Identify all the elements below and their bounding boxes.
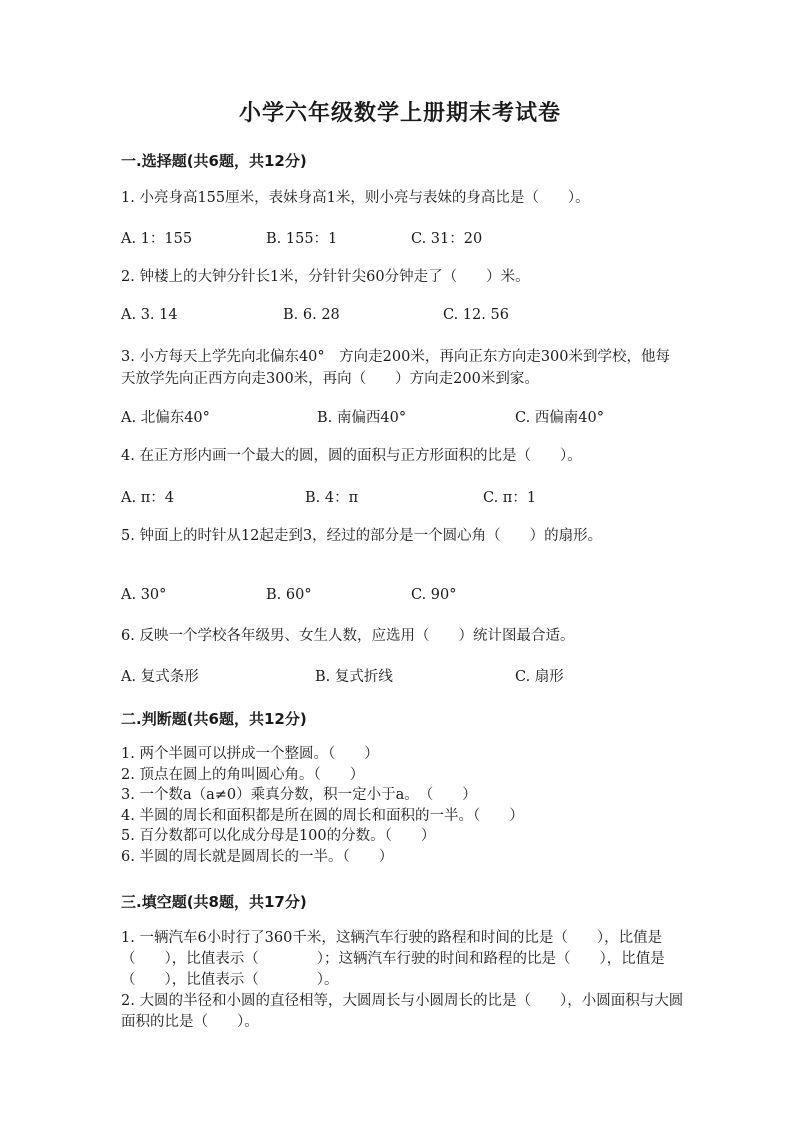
choice-question-1: 1. 小亮身高155厘米，表妹身高1米，则小亮与表妹的身高比是（ ）。 xyxy=(121,190,590,206)
option-c: C. π：1 xyxy=(483,490,537,506)
fill-item-1: 1. 一辆汽车6小时行了360千米，这辆汽车行驶的路程和时间的比是（ ），比值是（ ），比值表示（ ）；这辆汽车行驶的时间和路程的比是（ ），比值是（ ），比值表示（ ）。 xyxy=(121,930,665,988)
option-a: A. 30° xyxy=(121,587,167,603)
choice-question-3: 3. 小方每天上学先向北偏东40° 方向走200米，再向正东方向走300米到学校，他每天放学先向正西方向走300米，再向（ ）方向走200米到家。 xyxy=(121,349,670,387)
choice-options-6 xyxy=(121,665,681,687)
option-a: A. 1：155 xyxy=(121,231,193,247)
option-b: B. 南偏西40° xyxy=(317,410,407,426)
truefalse-item-6: 6. 半圆的周长就是圆周长的一半。（ ） xyxy=(121,848,394,865)
option-c: C. 31：20 xyxy=(411,231,483,247)
choice-options-1 xyxy=(121,227,681,249)
option-a: A. 复式条形 xyxy=(121,669,199,685)
option-b: B. 155：1 xyxy=(266,231,338,247)
choice-question-2: 2. 钟楼上的大钟分针长1米，分针针尖60分钟走了（ ）米。 xyxy=(121,269,530,285)
fill-list xyxy=(121,928,686,1033)
choice-options-4 xyxy=(121,486,681,508)
choice-options-5 xyxy=(121,587,681,609)
truefalse-item-1: 1. 两个半圆可以拼成一个整圆。（ ） xyxy=(121,746,379,762)
option-b: B. 6. 28 xyxy=(283,307,340,323)
choice-question-6: 6. 反映一个学校各年级男、女生人数，应选用（ ）统计图最合适。 xyxy=(121,628,575,644)
option-a: A. 3. 14 xyxy=(121,307,178,323)
truefalse-item-5: 5. 百分数都可以化成分母是100的分数。（ ） xyxy=(121,828,436,844)
truefalse-item-3: 3. 一个数a（a≠0）乘真分数，积一定小于a。 （ ） xyxy=(121,787,477,803)
truefalse-item-4: 4. 半圆的周长和面积都是所在圆的周长和面积的一半。（ ） xyxy=(121,807,524,824)
fill-item-2: 2. 大圆的半径和小圆的直径相等，大圆周长与小圆周长的比是（ ），小圆面积与大圆面积的比是（ ）。 xyxy=(121,993,684,1030)
truefalse-list xyxy=(121,744,681,867)
option-a: A. 北偏东40° xyxy=(121,410,210,426)
option-b: B. 60° xyxy=(266,587,312,603)
choice-question-5: 5. 钟面上的时针从12起走到3，经过的部分是一个圆心角（ ）的扇形。 xyxy=(121,528,603,544)
option-c: C. 90° xyxy=(411,587,457,603)
option-a: A. π：4 xyxy=(121,490,174,506)
exam-title: 小学六年级数学上册期末考试卷 xyxy=(238,101,561,126)
option-c: C. 西偏南40° xyxy=(515,410,604,426)
option-b: B. 复式折线 xyxy=(315,669,393,685)
choice-options-2 xyxy=(121,307,681,329)
choice-question-4: 4. 在正方形内画一个最大的圆，圆的面积与正方形面积的比是（ ）。 xyxy=(121,448,582,464)
section-heading-fill: 三.填空题(共8题，共17分) xyxy=(121,893,307,911)
option-b: B. 4：π xyxy=(305,490,359,506)
section-heading-truefalse: 二.判断题(共6题，共12分) xyxy=(121,710,307,728)
choice-options-3 xyxy=(121,406,681,428)
section-heading-choice: 一.选择题(共6题，共12分) xyxy=(121,152,307,170)
option-c: C. 扇形 xyxy=(515,669,564,685)
option-c: C. 12. 56 xyxy=(443,307,509,323)
truefalse-item-2: 2. 顶点在圆上的角叫圆心角。（ ） xyxy=(121,766,365,783)
